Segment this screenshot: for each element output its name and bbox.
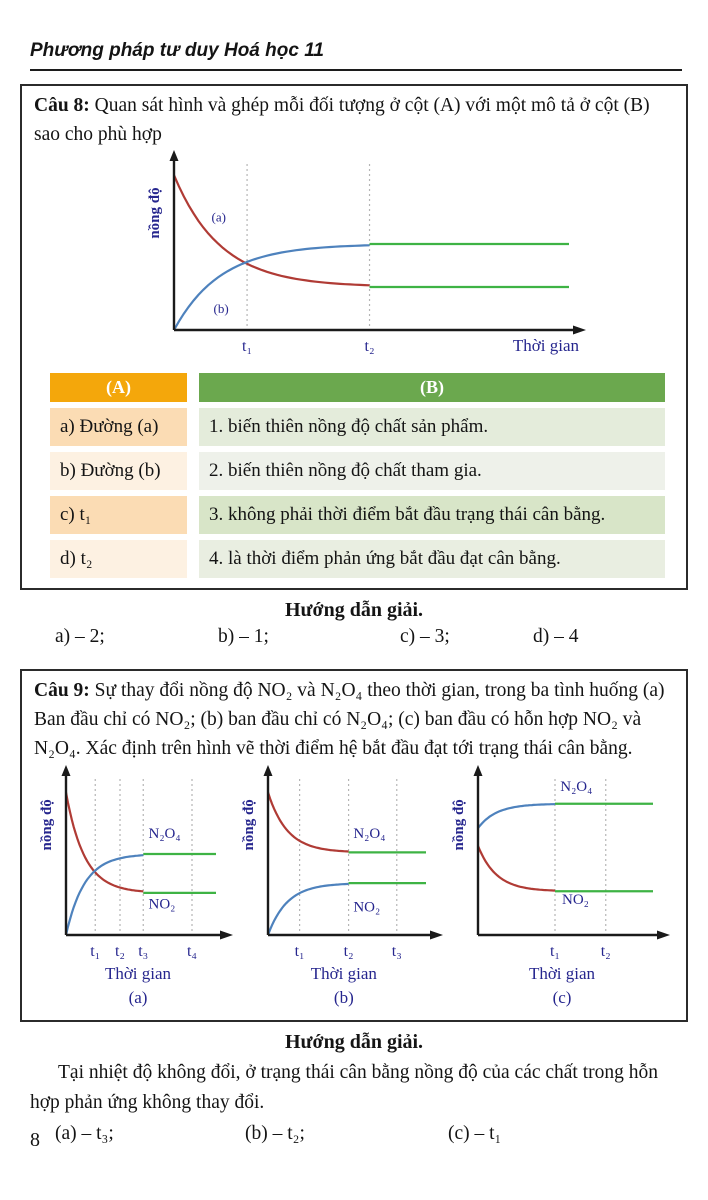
cau9c-svg xyxy=(448,765,675,1009)
cau9-chart-c xyxy=(448,765,675,1014)
cau8-box xyxy=(20,84,688,590)
svg-text:t₁: t₁ xyxy=(294,943,305,961)
svg-text:t₂: t₂ xyxy=(343,943,354,961)
answer-a: a) – 2; xyxy=(55,625,105,647)
svg-text:(b): (b) xyxy=(333,988,354,1008)
svg-text:t₁: t₁ xyxy=(242,337,253,355)
svg-text:t₂: t₂ xyxy=(364,337,375,355)
svg-text:t₁: t₁ xyxy=(90,943,101,961)
solution8-heading: Hướng dẫn giải. xyxy=(284,598,424,621)
cau9-chart-a xyxy=(36,765,238,1014)
solution9-answers xyxy=(0,1123,708,1153)
table-header-a: (A) xyxy=(50,373,187,402)
cau9-chart-b xyxy=(238,765,448,1014)
svg-text:NO₂: NO₂ xyxy=(353,899,381,916)
answer-c: c) – 3; xyxy=(400,625,450,647)
answer9-b: (b) – t₂; xyxy=(245,1122,305,1144)
svg-text:nồng độ: nồng độ xyxy=(39,799,55,851)
cau8-chart xyxy=(144,150,676,365)
cau9-label: Câu 9: xyxy=(34,679,90,701)
svg-text:t₃: t₃ xyxy=(138,943,149,961)
svg-text:N₂O₄: N₂O₄ xyxy=(560,779,593,796)
cau9-charts-row xyxy=(36,765,676,1014)
answer9-c: (c) – t₁ xyxy=(448,1122,502,1144)
cau9-question-text: Sự thay đổi nồng độ NO₂ và N₂O₄ theo thời gian, trong ba tình huống (a) Ban đầu chỉ có NO₂; (b) ban đầu chỉ có N₂O₄; (c) ban đầu có hỗn hợp NO₂ và N₂O₄. Xác định trên hình vẽ thời điểm hệ bắt đầu đạt tới trạng thái cân bằng. xyxy=(34,679,665,759)
cau8-question-text: Quan sát hình và ghép mỗi đối tượng ở cột (A) với một mô tả ở cột (B) sao cho phù hợp xyxy=(34,95,650,146)
table-header-b: (B) xyxy=(199,373,665,402)
header-divider xyxy=(30,69,682,71)
table-cell-b2: 2. biến thiên nồng độ chất tham gia. xyxy=(199,452,665,490)
svg-text:(a): (a) xyxy=(128,988,148,1008)
cau9b-svg xyxy=(238,765,448,1009)
cau8-label: Câu 8: xyxy=(34,95,90,116)
book-title: Phương pháp tư duy Hoá học 11 xyxy=(30,40,324,61)
svg-text:(c): (c) xyxy=(552,988,572,1008)
table-cell-b1: 1. biến thiên nồng độ chất sản phẩm. xyxy=(199,408,665,446)
cau9a-svg xyxy=(36,765,238,1009)
svg-text:NO₂: NO₂ xyxy=(562,892,589,909)
table-cell-a1: a) Đường (a) xyxy=(50,408,187,446)
svg-text:N₂O₄: N₂O₄ xyxy=(353,826,386,843)
answer9-a: (a) – t₃; xyxy=(55,1122,114,1144)
table-cell-b4: 4. là thời điểm phản ứng bắt đầu đạt cân bằng. xyxy=(199,540,665,578)
table-cell-b3: 3. không phải thời điểm bắt đầu trạng thái cân bằng. xyxy=(199,496,665,534)
answer-b: b) – 1; xyxy=(218,625,269,647)
cau8-question xyxy=(34,91,676,150)
table-cell-a4: d) t₂ xyxy=(50,540,187,578)
answer-d: d) – 4 xyxy=(533,625,579,647)
svg-text:(b): (b) xyxy=(213,300,229,316)
svg-text:Thời gian: Thời gian xyxy=(104,964,172,984)
page-number: 8 xyxy=(30,1129,40,1151)
svg-text:t₃: t₃ xyxy=(391,943,402,961)
svg-text:nồng độ: nồng độ xyxy=(241,799,257,851)
svg-text:t₂: t₂ xyxy=(114,943,126,961)
svg-text:t₂: t₂ xyxy=(600,943,611,961)
svg-text:Thời gian: Thời gian xyxy=(310,964,377,984)
svg-text:nồng độ: nồng độ xyxy=(147,186,163,239)
cau8-svg xyxy=(144,150,591,360)
svg-text:Thời gian: Thời gian xyxy=(512,335,579,355)
svg-text:t₄: t₄ xyxy=(186,943,198,961)
svg-text:t₁: t₁ xyxy=(549,943,561,961)
cau9-question xyxy=(34,676,676,764)
solution8-answers xyxy=(0,626,708,656)
solution9-body: Tại nhiệt độ không đổi, ở trạng thái cân bằng nồng độ của các chất trong hỗn hợp phản ứng không thay đổi. xyxy=(30,1062,659,1113)
match-table xyxy=(50,373,676,578)
table-cell-a2: b) Đường (b) xyxy=(50,452,187,490)
svg-text:Thời gian: Thời gian xyxy=(528,964,596,984)
cau9-box xyxy=(20,669,688,1023)
svg-text:NO₂: NO₂ xyxy=(148,896,176,913)
svg-text:(a): (a) xyxy=(211,209,226,225)
svg-text:nồng độ: nồng độ xyxy=(451,799,467,851)
table-cell-a3: c) t₁ xyxy=(50,496,187,534)
svg-text:N₂O₄: N₂O₄ xyxy=(148,826,181,843)
solution9-heading: Hướng dẫn giải. xyxy=(284,1031,424,1054)
